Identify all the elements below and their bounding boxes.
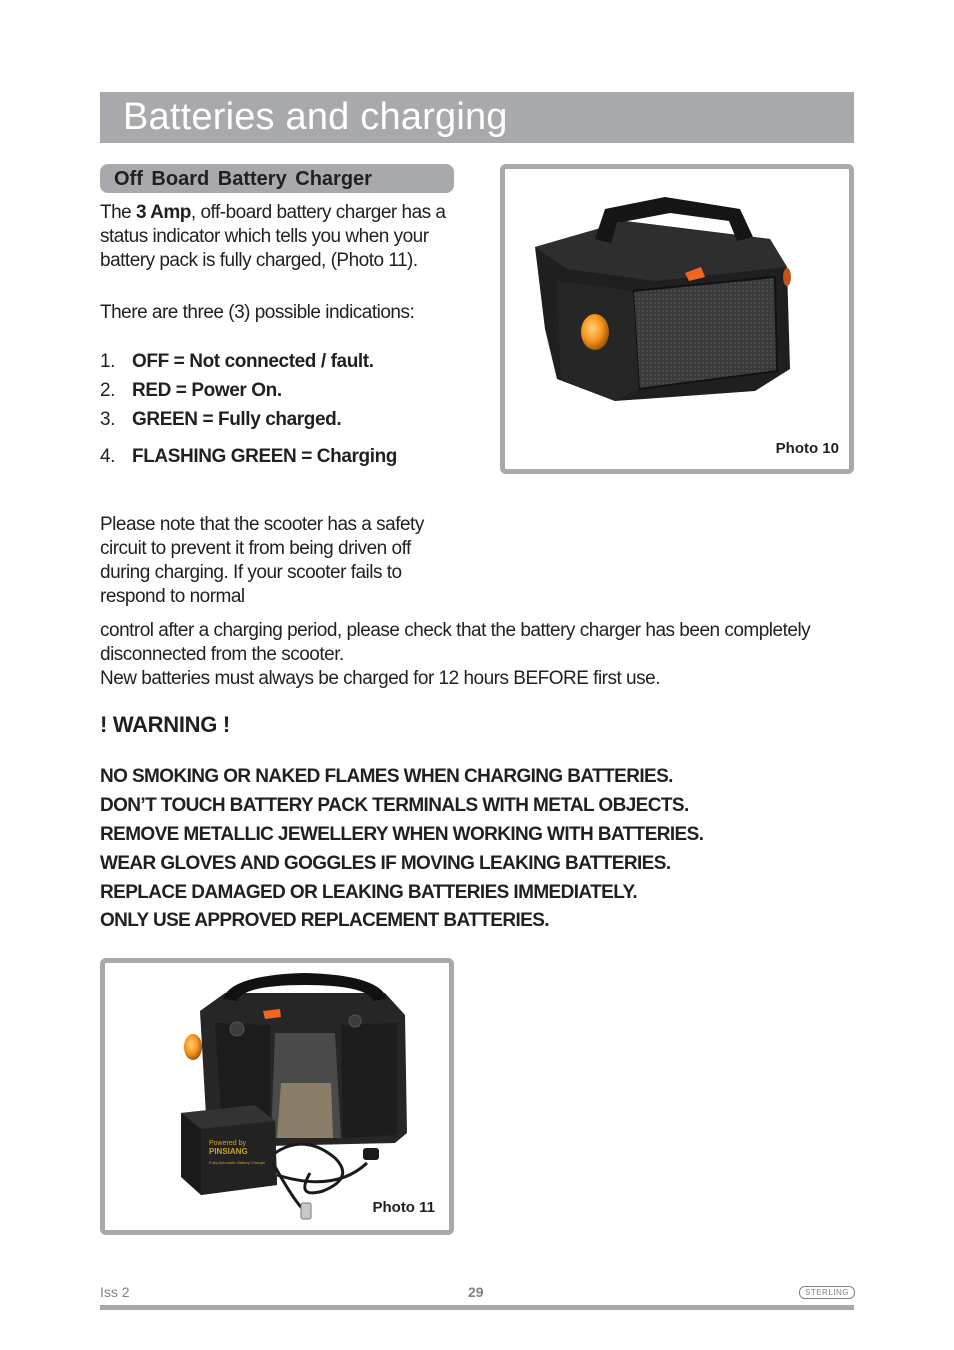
warning-line: DON’T TOUCH BATTERY PACK TERMINALS WITH METAL OBJECTS. [100, 795, 689, 816]
note-first-use: New batteries must always be charged for 12 hours BEFORE first use. [100, 668, 660, 689]
indication-number: 4. [100, 446, 116, 467]
indication-number: 2. [100, 380, 116, 401]
note-text: control after a charging period, please check that the battery charger has been completely disconnected from the scooter. [100, 620, 811, 665]
section-heading: Off Board Battery Charger [114, 168, 372, 190]
indication-number: 3. [100, 409, 116, 430]
charger-label-description: Fully Automatic Battery Charger [209, 1160, 266, 1165]
page-title-bar [100, 92, 854, 143]
note-paragraph-part1: Please note that the scooter has a safety circuit to prevent it from being driven off during charging. If your scooter fails to respond to normal [100, 514, 424, 607]
photo-10-frame [500, 164, 854, 474]
indication-text: GREEN = Fully charged. [132, 409, 342, 430]
note-paragraph-part2 [100, 619, 840, 691]
indication-text: OFF = Not connected / fault. [132, 351, 374, 372]
warning-line: ONLY USE APPROVED REPLACEMENT BATTERIES. [100, 910, 549, 931]
charger-label-brand: PINSIANG [209, 1147, 248, 1156]
intro-prefix: The [100, 202, 137, 223]
photo-10-caption: Photo 10 [775, 440, 839, 457]
battery-and-charger-photo [105, 963, 449, 1230]
photo-11-caption: Photo 11 [372, 1199, 435, 1216]
charger-label-powered-by: Powered by [209, 1140, 246, 1147]
warning-line: REPLACE DAMAGED OR LEAKING BATTERIES IMMEDIATELY. [100, 882, 638, 903]
page-title: Batteries and charging [123, 96, 508, 138]
warning-line: REMOVE METALLIC JEWELLERY WHEN WORKING WITH BATTERIES. [100, 824, 704, 845]
photo-11-frame [100, 958, 454, 1235]
indications-intro: There are three (3) possible indications: [100, 302, 415, 323]
issue-number: Iss 2 [100, 1284, 130, 1300]
intro-amp: 3 Amp [136, 202, 191, 223]
section-heading-bar [100, 164, 454, 193]
footer-rule [100, 1305, 854, 1310]
intro-rest: , off-board battery charger has a status indicator which tells you when your battery pack is fully charged, (Photo 11). [100, 202, 446, 271]
indication-number: 1. [100, 351, 116, 372]
intro-paragraph [100, 201, 460, 273]
indication-text: RED = Power On. [132, 380, 282, 401]
warning-heading: ! WARNING ! [100, 712, 230, 737]
indication-text: FLASHING GREEN = Charging [132, 446, 397, 467]
sterling-logo: STERLING [799, 1286, 855, 1299]
battery-pack-photo [505, 169, 849, 469]
warning-line: WEAR GLOVES AND GOGGLES IF MOVING LEAKING BATTERIES. [100, 853, 671, 874]
warning-line: NO SMOKING OR NAKED FLAMES WHEN CHARGING BATTERIES. [100, 766, 673, 787]
page-number: 29 [468, 1284, 484, 1300]
